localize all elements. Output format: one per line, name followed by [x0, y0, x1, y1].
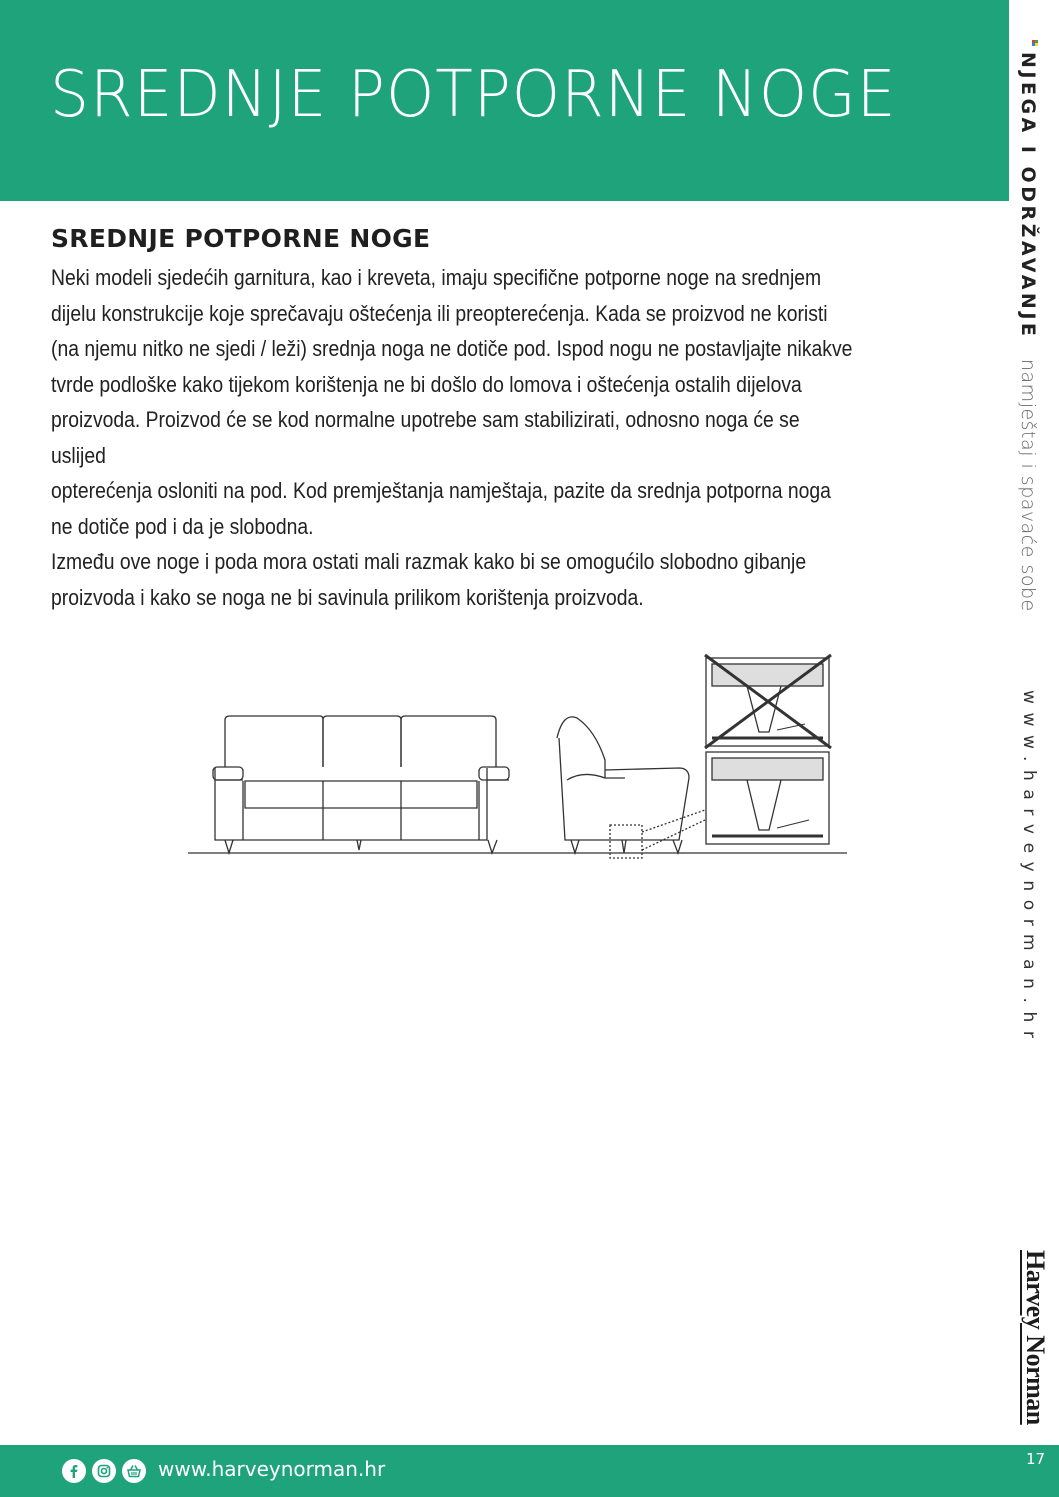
footer-url[interactable]: www.harveynorman.hr	[158, 1457, 386, 1481]
header-band	[0, 0, 1009, 201]
armchair-side-view	[557, 717, 705, 858]
body-text	[51, 260, 859, 615]
instagram-icon[interactable]	[92, 1459, 116, 1483]
shopping-basket-icon[interactable]	[122, 1459, 146, 1483]
brand-dot-icon	[1032, 31, 1038, 37]
side-section-light: namještaj i spavaće sobe	[1017, 359, 1039, 613]
side-section-label	[1017, 52, 1039, 612]
detail-correct	[706, 752, 829, 844]
social-icons	[62, 1459, 146, 1483]
paragraph-2: Između ove noge i poda mora ostati mali razmak kako bi se omogućilo slobodno gibanje proizvoda i kako se noga ne bi savinula prilikom korištenja proizvoda.	[51, 549, 807, 610]
side-url[interactable]: www.harveynorman.hr	[1019, 690, 1039, 1047]
page-number: 17	[1026, 1450, 1046, 1468]
sofa-front-view	[213, 716, 509, 853]
harvey-norman-logo: Harvey Norman	[1021, 1250, 1050, 1425]
sofa-support-leg-illustration	[185, 650, 855, 865]
page-title: SREDNJE POTPORNE NOGE	[50, 58, 897, 132]
facebook-icon[interactable]	[62, 1459, 86, 1483]
side-section-bold: NJEGA I ODRŽAVANJE	[1017, 52, 1039, 340]
paragraph-1: Neki modeli sjedećih garnitura, kao i kreveta, imaju specifične potporne noge na srednjem dijelu konstrukcije koje sprečavaju oštećenja ili preopterećenja. Kada se proizvod ne koristi (na njemu nitko ne sjedi / leži) srednja noga ne dotiče pod. Ispod nogu ne postavljajte nikakve tvrde podloške kako tijekom korištenja ne bi došlo do lomova i oštećenja ostalih dijelova proizvoda. Proizvod će se kod normalne upotrebe sam stabilizirati, odnosno noga će se uslijed opterećenja osloniti na pod. Kod premještanja namještaja, pazite da srednja potporna noga ne dotiče pod i da je slobodna.	[51, 265, 853, 539]
section-heading: SREDNJE POTPORNE NOGE	[51, 224, 431, 253]
detail-incorrect	[705, 655, 831, 748]
